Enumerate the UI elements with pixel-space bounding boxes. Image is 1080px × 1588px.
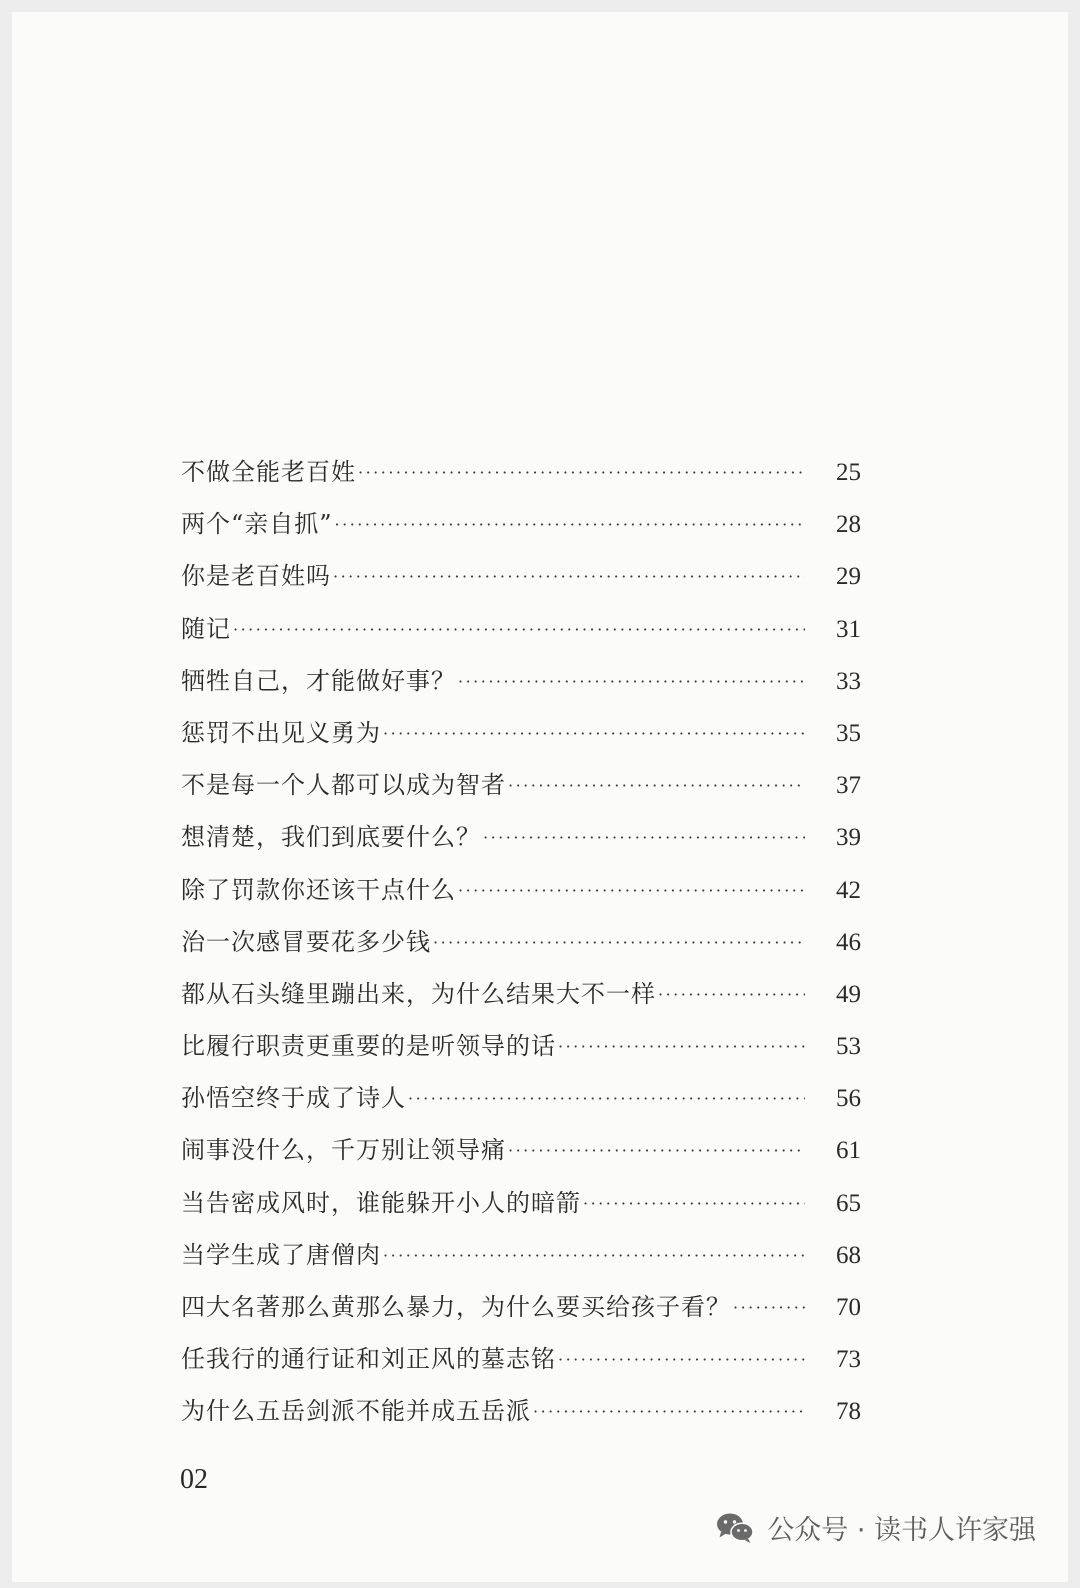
toc-dot-leader	[335, 515, 805, 534]
toc-entry-page: 37	[836, 772, 861, 800]
toc-entry-page: 49	[836, 980, 861, 1008]
toc-entry-title: 孙悟空终于成了诗人	[181, 1084, 406, 1113]
toc-entry-title: 四大名著那么黄那么暴力，为什么要买给孩子看？	[181, 1293, 731, 1321]
toc-entry-page: 35	[836, 719, 861, 747]
toc-entry-page: 46	[836, 928, 861, 956]
toc-dot-leader	[558, 1037, 805, 1056]
toc-entry-title: 当告密成风时，谁能躲开小人的暗箭	[181, 1188, 581, 1217]
toc-entry-page: 29	[836, 563, 861, 591]
toc-entry-title: 不做全能老百姓	[181, 458, 356, 486]
toc-entry-title: 想清楚，我们到底要什么？	[181, 823, 481, 852]
toc-entry-page: 31	[836, 615, 861, 643]
toc-entry	[181, 870, 861, 922]
toc-entry	[181, 1235, 861, 1287]
toc-dot-leader	[333, 567, 805, 586]
toc-entry-page: 53	[836, 1033, 861, 1061]
toc-entry-title: 惩罚不出见义勇为	[181, 718, 381, 747]
toc-entry-page: 42	[836, 876, 861, 904]
toc-entry-title: 闹事没什么，千万别让领导痛	[181, 1136, 506, 1165]
toc-entry	[181, 1339, 861, 1391]
toc-entry-title: 都从石头缝里蹦出来，为什么结果大不一样	[181, 979, 656, 1008]
toc-dot-leader	[233, 620, 805, 639]
toc-dot-leader	[408, 1089, 805, 1108]
toc-entry	[181, 609, 861, 661]
toc-dot-leader	[383, 1246, 805, 1265]
toc-entry	[181, 1026, 861, 1078]
toc-dot-leader	[558, 1350, 805, 1369]
toc-entry-title: 比履行职责更重要的是听领导的话	[181, 1032, 556, 1061]
toc-entry-page: 33	[836, 667, 861, 695]
toc-entry-title: 随记	[181, 614, 231, 643]
toc-dot-leader	[458, 672, 805, 691]
toc-dot-leader	[483, 828, 805, 847]
wechat-icon	[715, 1511, 755, 1545]
toc-dot-leader	[358, 463, 805, 482]
book-page	[12, 12, 1068, 1582]
toc-entry	[181, 1391, 861, 1443]
toc-entry	[181, 922, 861, 974]
toc-entry-page: 70	[836, 1294, 861, 1321]
toc-entry	[181, 765, 861, 817]
toc-entry-title: 任我行的通行证和刘正风的墓志铭	[181, 1345, 556, 1374]
toc-entry	[181, 974, 861, 1026]
toc-entry-title: 两个“亲自抓”	[181, 510, 333, 539]
toc-entry	[181, 556, 861, 608]
table-of-contents	[181, 452, 861, 1444]
toc-dot-leader	[383, 724, 805, 743]
toc-dot-leader	[733, 1298, 805, 1317]
toc-entry	[181, 1130, 861, 1182]
toc-dot-leader	[583, 1194, 805, 1213]
toc-entry-title: 治一次感冒要花多少钱	[181, 927, 431, 956]
watermark-text: 公众号 · 读书人许家强	[767, 1515, 1036, 1546]
toc-dot-leader	[458, 881, 805, 900]
toc-entry	[181, 504, 861, 556]
toc-dot-leader	[433, 933, 805, 952]
toc-entry-page: 25	[836, 459, 861, 486]
toc-entry	[181, 713, 861, 765]
toc-entry	[181, 1183, 861, 1235]
toc-entry	[181, 452, 861, 504]
watermark	[715, 1508, 1036, 1547]
toc-entry-title: 你是老百姓吗	[181, 562, 331, 591]
toc-dot-leader	[508, 776, 805, 795]
toc-entry-title: 当学生成了唐僧肉	[181, 1240, 381, 1269]
toc-dot-leader	[533, 1402, 805, 1421]
toc-entry-page: 56	[836, 1085, 861, 1113]
toc-entry	[181, 661, 861, 713]
toc-entry	[181, 817, 861, 869]
toc-entry-title: 不是每一个人都可以成为智者	[181, 771, 506, 800]
toc-entry-page: 28	[836, 511, 861, 539]
toc-entry-page: 68	[836, 1241, 861, 1269]
toc-entry-title: 牺牲自己，才能做好事？	[181, 666, 456, 695]
toc-entry-title: 除了罚款你还该干点什么	[181, 875, 456, 904]
toc-entry-page: 73	[836, 1346, 861, 1374]
toc-entry-page: 39	[836, 824, 861, 852]
toc-entry	[181, 1078, 861, 1130]
page-number: 02	[180, 1464, 208, 1495]
toc-entry	[181, 1287, 861, 1339]
toc-dot-leader	[508, 1141, 805, 1160]
toc-entry-title: 为什么五岳剑派不能并成五岳派	[181, 1397, 531, 1426]
toc-entry-page: 65	[836, 1189, 861, 1217]
toc-dot-leader	[658, 985, 805, 1004]
toc-entry-page: 61	[836, 1137, 861, 1165]
toc-entry-page: 78	[836, 1398, 861, 1426]
